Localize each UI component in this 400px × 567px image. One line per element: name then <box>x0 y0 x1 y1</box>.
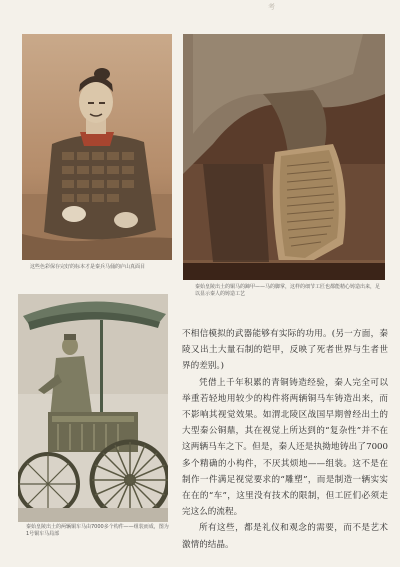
caption-hoof: 秦始皇陵出土的铜马的蹄甲——马的脚掌，这样的细节工匠也都能精心铸造出来，足以显示秦人的铸造工艺 <box>195 284 381 297</box>
caption-warrior: 这些色彩保存完好的标本才是秦兵马俑的庐山真面目 <box>30 264 146 270</box>
terracotta-warrior-photo <box>22 34 172 260</box>
body-paragraph-opening: 不相信模拟的武器能够有实际的功用。(另一方面，秦陵又出土大量石制的铠甲，反映了死者世界与生者世界的差别。) <box>182 329 388 372</box>
body-paragraph-2: 所有这些，都是礼仪和观念的需要，而不是艺术激情的结晶。 <box>182 523 388 550</box>
running-head: 考 <box>268 3 276 11</box>
caption-chariot: 秦始皇陵出土的两辆铜车马由7000多个构件——组装而成，图为1号铜车马局部 <box>26 524 169 537</box>
bronze-chariot-photo <box>18 294 168 522</box>
article-body <box>182 326 388 553</box>
bronze-hoof-photo <box>183 34 385 280</box>
body-paragraph-1: 凭借上千年积累的青铜铸造经验，秦人完全可以举重若轻地用较少的构件将两辆铜马车铸造出来，而不影响其视觉效果。如渭北陵区战国早期曾经出土的大型秦公铜鼎，其在视觉上所达到的“复杂性”并不在这两辆马车之下。但是，秦人还是执拗地铸出了7000多个精确的小构件，不厌其烦地——组装。这不是在制作一件满足视觉要求的“雕塑”，而是制造一辆实实在在的“车”，这里没有技术的限制，但工匠们必须走完这么的流程。 <box>182 377 388 518</box>
